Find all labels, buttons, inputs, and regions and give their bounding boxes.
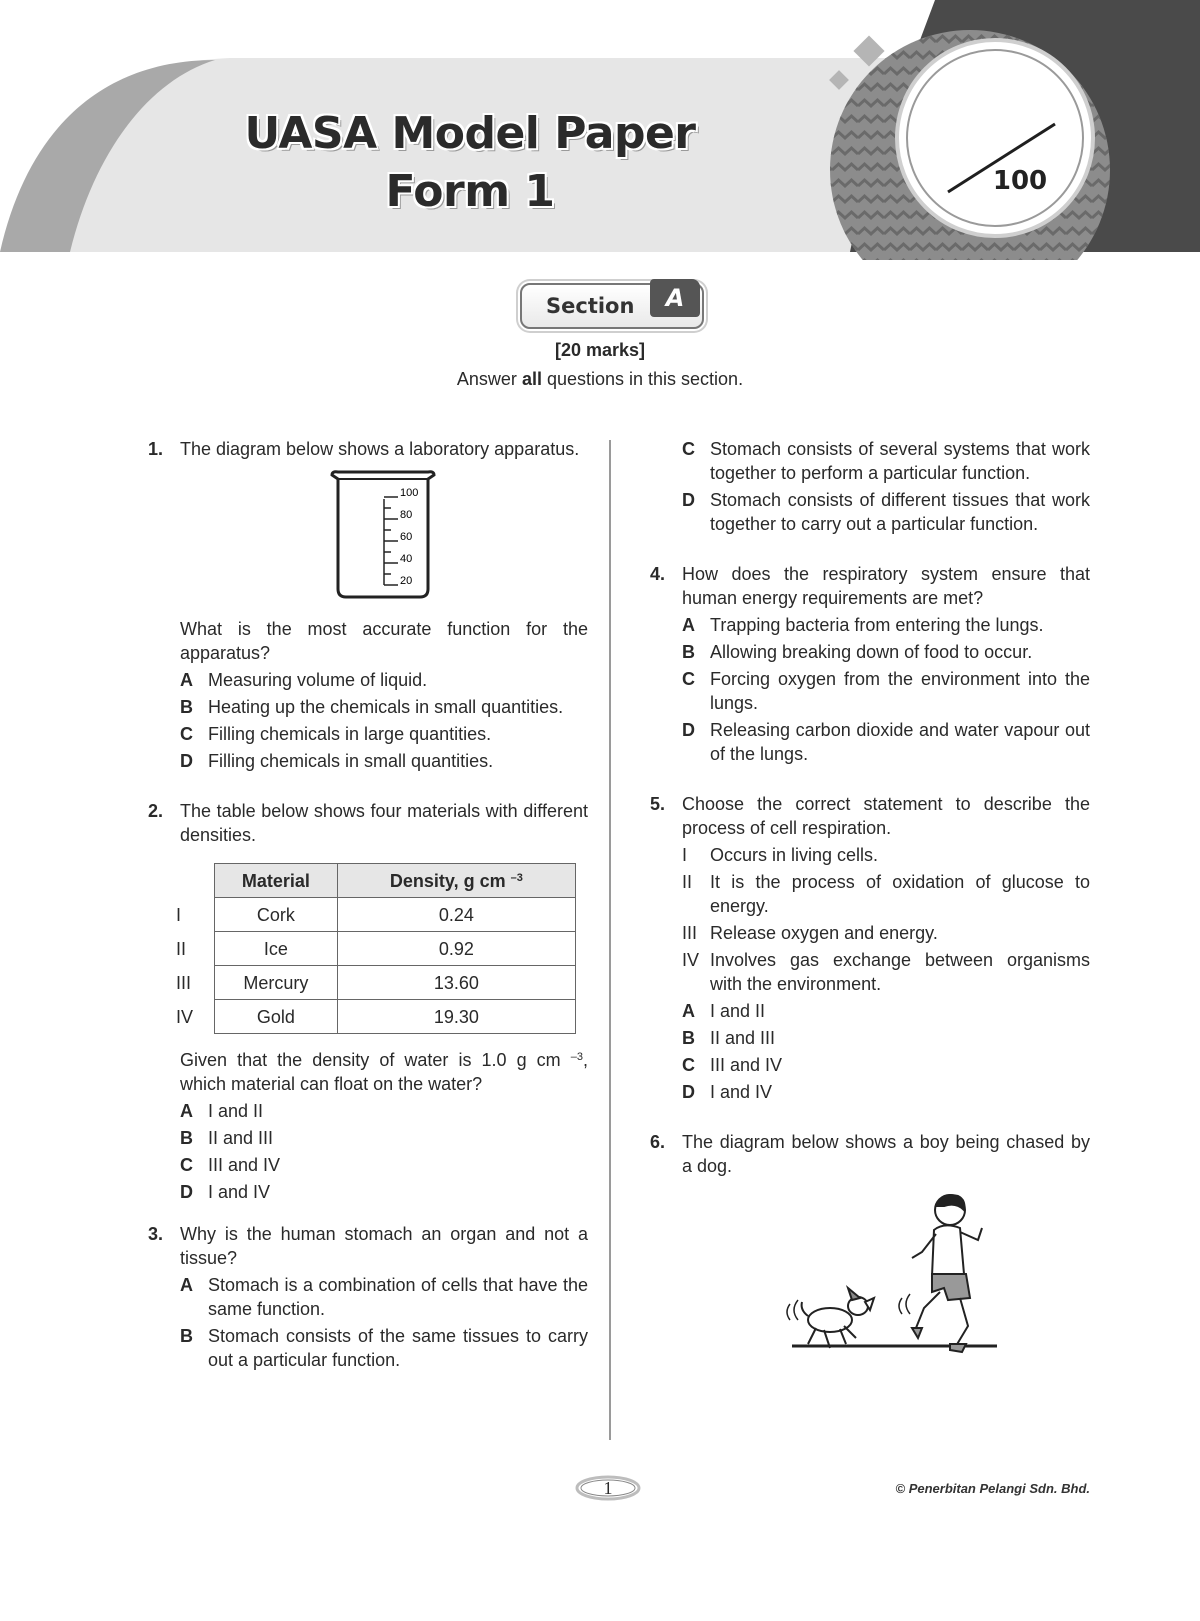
option-text: Forcing oxygen from the environment into the lungs. xyxy=(710,669,1090,713)
paper-title xyxy=(150,105,790,221)
option-c[interactable] xyxy=(682,1053,1090,1077)
statement-iii xyxy=(682,921,1090,945)
table-header-density xyxy=(337,864,575,898)
option-text: I and II xyxy=(710,1001,766,1021)
option-label: A xyxy=(180,1101,193,1121)
statement-label: IV xyxy=(682,950,700,970)
question-text: How does the respiratory system ensure that human energy requirements are met? xyxy=(682,564,1090,608)
option-text: Allowing breaking down of food to occur. xyxy=(710,642,1033,662)
option-text: Stomach is a combination of cells that have the same function. xyxy=(208,1275,588,1319)
statements xyxy=(682,843,1090,996)
option-label: C xyxy=(682,669,695,689)
option-text: I and IV xyxy=(710,1082,773,1102)
statement-label: III xyxy=(682,923,698,943)
option-label: A xyxy=(180,670,193,690)
beaker-scale-label: 100 xyxy=(400,487,419,499)
question-3 xyxy=(148,1222,588,1372)
instruction-emphasis: all xyxy=(521,369,542,389)
question-2 xyxy=(148,799,588,1204)
option-label: C xyxy=(682,1055,695,1075)
paper-title-line1: UASA Model Paper xyxy=(244,108,696,159)
question-number: 4. xyxy=(650,564,666,584)
option-b[interactable] xyxy=(682,1026,1090,1050)
score-total: 100 xyxy=(992,166,1048,196)
beaker-scale-label: 40 xyxy=(400,553,413,565)
options xyxy=(180,1099,588,1204)
option-label: A xyxy=(180,1275,193,1295)
table-row xyxy=(176,898,576,932)
density-table xyxy=(176,863,576,1034)
table-header-text: Density, g cm xyxy=(389,870,506,891)
section-badge xyxy=(520,283,704,329)
question-number: 3. xyxy=(148,1224,164,1244)
table-cell-density: 13.60 xyxy=(337,966,575,1000)
statement-iv xyxy=(682,948,1090,996)
table-row xyxy=(176,1000,576,1034)
option-c[interactable] xyxy=(180,722,588,746)
option-label: A xyxy=(682,1001,695,1021)
beaker-diagram xyxy=(180,469,588,607)
table-cell-material: Gold xyxy=(215,1000,338,1034)
question-number: 1. xyxy=(148,439,164,459)
option-text: Trapping bacteria from entering the lungs. xyxy=(710,615,1044,635)
table-cell-material: Ice xyxy=(215,932,338,966)
question-number: 2. xyxy=(148,801,164,821)
boy-dog-diagram xyxy=(682,1188,1090,1374)
statement-i xyxy=(682,843,1090,867)
option-d[interactable] xyxy=(682,1080,1090,1104)
option-label: B xyxy=(180,1326,193,1346)
option-label: B xyxy=(682,1028,695,1048)
table-cell-density: 0.24 xyxy=(337,898,575,932)
options xyxy=(180,1273,588,1372)
section-word: Section xyxy=(546,294,635,318)
option-a[interactable] xyxy=(180,1273,588,1321)
option-text: II and III xyxy=(208,1128,274,1148)
table-row-number-header xyxy=(176,864,215,898)
option-label: D xyxy=(682,720,695,740)
section-marks: [20 marks] xyxy=(554,340,646,360)
option-a[interactable] xyxy=(180,1099,588,1123)
table-header-row xyxy=(176,864,576,898)
table-row-number: III xyxy=(176,972,192,993)
option-d[interactable] xyxy=(682,488,1090,536)
boy-chased-by-dog-illustration xyxy=(772,1188,1012,1368)
option-c[interactable] xyxy=(682,437,1090,485)
beaker-scale-label: 60 xyxy=(400,531,413,543)
option-text: III and IV xyxy=(710,1055,783,1075)
option-label: B xyxy=(180,697,193,717)
table-row-number: I xyxy=(176,904,182,925)
option-text: Releasing carbon dioxide and water vapour out of the lungs. xyxy=(710,720,1090,764)
option-label: C xyxy=(180,1155,193,1175)
section-letter: A xyxy=(650,279,700,317)
statement-text: Occurs in living cells. xyxy=(710,845,879,865)
option-b[interactable] xyxy=(180,695,588,719)
question-number: 6. xyxy=(650,1132,666,1152)
table-header-unit-exponent: –3 xyxy=(510,871,523,884)
option-label: B xyxy=(180,1128,193,1148)
prompt-exponent: –3 xyxy=(570,1051,583,1063)
question-prompt: What is the most accurate function for the apparatus? xyxy=(180,619,588,663)
question-5 xyxy=(650,792,1090,1104)
option-label: D xyxy=(180,1182,193,1202)
option-text: Stomach consists of different tissues that work together to carry out a particular function. xyxy=(710,490,1090,534)
table-cell-material: Cork xyxy=(215,898,338,932)
option-text: Measuring volume of liquid. xyxy=(208,670,428,690)
question-4 xyxy=(650,562,1090,766)
question-text: The table below shows four materials with different densities. xyxy=(180,801,588,845)
option-d[interactable] xyxy=(682,718,1090,766)
question-text: The diagram below shows a laboratory apparatus. xyxy=(180,439,580,459)
option-text: Filling chemicals in large quantities. xyxy=(208,724,492,744)
option-label: B xyxy=(682,642,695,662)
option-d[interactable] xyxy=(180,749,588,773)
table-cell-density: 0.92 xyxy=(337,932,575,966)
option-c[interactable] xyxy=(682,667,1090,715)
table-row-number: II xyxy=(176,938,187,959)
options xyxy=(180,668,588,773)
instruction-text: Answer xyxy=(456,369,522,389)
prompt-text: , which material can float on the water? xyxy=(180,1050,588,1094)
question-1 xyxy=(148,437,588,773)
question-text: Choose the correct statement to describe the process of cell respiration. xyxy=(682,794,1090,838)
paper-title-line2: Form 1 xyxy=(385,166,555,217)
statement-text: Involves gas exchange between organisms with the environment. xyxy=(710,950,1090,994)
option-text: I and IV xyxy=(208,1182,271,1202)
page-number: 1 xyxy=(603,1478,613,1498)
option-label: A xyxy=(682,615,695,635)
statement-text: Release oxygen and energy. xyxy=(710,923,938,943)
statement-ii xyxy=(682,870,1090,918)
section-instruction xyxy=(0,369,1200,390)
option-label: C xyxy=(180,724,193,744)
option-label: D xyxy=(682,490,695,510)
option-b[interactable] xyxy=(682,640,1090,664)
table-header-material: Material xyxy=(215,864,338,898)
option-d[interactable] xyxy=(180,1180,588,1204)
option-c[interactable] xyxy=(180,1153,588,1177)
right-column xyxy=(650,437,1090,1400)
question-3-continued xyxy=(650,437,1090,536)
option-text: Stomach consists of several systems that work together to perform a particular function. xyxy=(710,439,1090,483)
option-b[interactable] xyxy=(180,1324,588,1372)
option-a[interactable] xyxy=(682,999,1090,1023)
option-label: D xyxy=(180,751,193,771)
options xyxy=(682,999,1090,1104)
option-a[interactable] xyxy=(682,613,1090,637)
instruction-text: questions in this section. xyxy=(541,369,744,389)
option-text: II and III xyxy=(710,1028,776,1048)
option-text: Heating up the chemicals in small quantities. xyxy=(208,697,564,717)
table-row xyxy=(176,966,576,1000)
statement-label: I xyxy=(682,845,688,865)
option-b[interactable] xyxy=(180,1126,588,1150)
option-text: Stomach consists of the same tissues to carry out a particular function. xyxy=(208,1326,588,1370)
table-cell-material: Mercury xyxy=(215,966,338,1000)
question-prompt xyxy=(180,1048,588,1096)
statement-text: It is the process of oxidation of glucose to energy. xyxy=(710,872,1090,916)
question-6 xyxy=(650,1130,1090,1374)
options xyxy=(682,437,1090,536)
beaker-illustration xyxy=(328,469,438,601)
left-column xyxy=(148,437,588,1398)
table-row xyxy=(176,932,576,966)
beaker-scale-label: 80 xyxy=(400,509,413,521)
option-label: D xyxy=(682,1082,695,1102)
copyright-notice: © Penerbitan Pelangi Sdn. Bhd. xyxy=(895,1481,1090,1496)
question-text: Why is the human stomach an organ and not a tissue? xyxy=(180,1224,588,1268)
table-row-number: IV xyxy=(176,1006,194,1027)
option-label: C xyxy=(682,439,695,459)
column-divider xyxy=(609,440,611,1440)
statement-label: II xyxy=(682,872,693,892)
option-text: III and IV xyxy=(208,1155,281,1175)
option-text: Filling chemicals in small quantities. xyxy=(208,751,494,771)
option-a[interactable] xyxy=(180,668,588,692)
question-number: 5. xyxy=(650,794,666,814)
table-cell-density: 19.30 xyxy=(337,1000,575,1034)
question-text: The diagram below shows a boy being chased by a dog. xyxy=(682,1132,1090,1176)
beaker-scale-label: 20 xyxy=(400,575,413,587)
options xyxy=(682,613,1090,766)
option-text: I and II xyxy=(208,1101,264,1121)
prompt-text: Given that the density of water is 1.0 g cm xyxy=(180,1050,561,1070)
